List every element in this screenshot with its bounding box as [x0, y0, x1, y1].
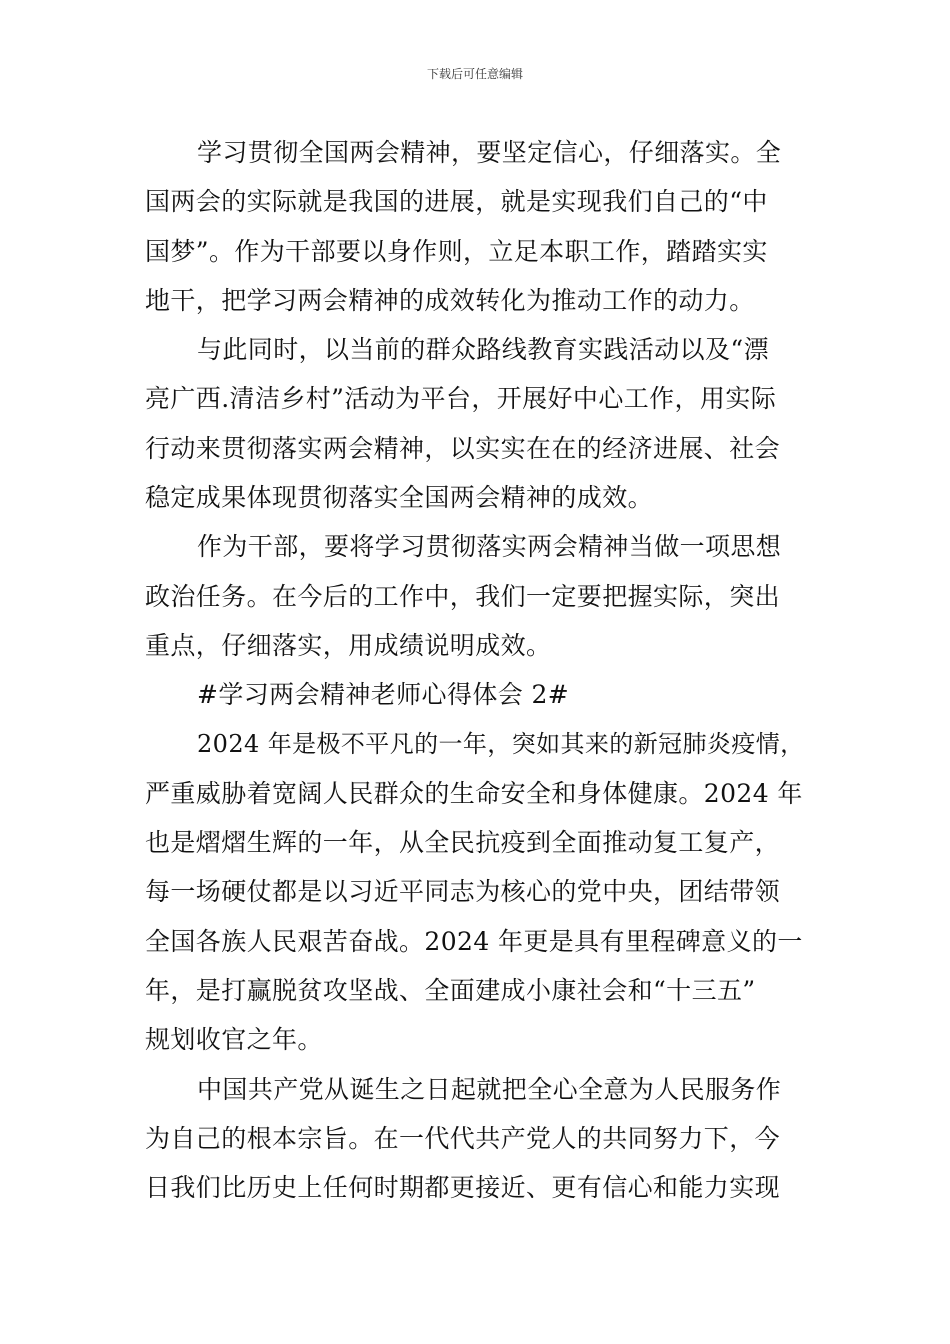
text-line: 为自己的根本宗旨。在一代代共产党人的共同努力下，今 [145, 1123, 781, 1153]
text-line: 中国共产党从诞生之日起就把全心全意为人民服务作 [197, 1074, 782, 1104]
text-line: 重点，仔细落实，用成绩说明成效。 [145, 630, 552, 660]
text-line: 政治任务。在今后的工作中，我们一定要把握实际，突出 [145, 581, 781, 611]
text-line: 2024 年是极不平凡的一年，突如其来的新冠肺炎疫情， [197, 729, 805, 758]
text-line: 规划收官之年。 [145, 1025, 323, 1055]
text-line: 国两会的实际就是我国的进展，就是实现我们自己的“中 [145, 187, 768, 217]
text-line: 作为干部，要将学习贯彻落实两会精神当做一项思想 [197, 532, 782, 562]
document-body [145, 128, 810, 1213]
text-line: 亮广西.清洁乡村”活动为平台，开展好中心工作，用实际 [145, 384, 777, 414]
text-line: 学习贯彻全国两会精神，要坚定信心，仔细落实。全 [197, 138, 782, 167]
text-line: 全国各族人民艰苦奋战。2024 年更是具有里程碑意义的一 [145, 926, 803, 956]
text-line: 与此同时，以当前的群众路线教育实践活动以及“漂 [197, 335, 769, 365]
section-heading: #学习两会精神老师心得体会 2# [197, 680, 570, 710]
text-line: 年，是打赢脱贫攻坚战、全面建成小康社会和“十三五” [145, 976, 756, 1006]
text-line: 严重威胁着宽阔人民群众的生命安全和身体健康。2024 年 [145, 778, 803, 808]
page-header: 下载后可任意编辑 [426, 67, 523, 81]
text-line: 每一场硬仗都是以习近平同志为核心的党中央，团结带领 [145, 877, 781, 907]
text-line: 地干，把学习两会精神的成效转化为推动工作的动力。 [145, 285, 755, 315]
text-line: 日我们比历史上任何时期都更接近、更有信心和能力实现 [145, 1173, 781, 1203]
text-line: 也是熠熠生辉的一年，从全民抗疫到全面推动复工复产， [145, 828, 781, 858]
text-line: 稳定成果体现贯彻落实全国两会精神的成效。 [145, 483, 654, 513]
text-line: 国梦”。作为干部要以身作则，立足本职工作，踏踏实实 [145, 236, 768, 266]
text-line: 行动来贯彻落实两会精神，以实实在在的经济进展、社会 [145, 433, 781, 463]
